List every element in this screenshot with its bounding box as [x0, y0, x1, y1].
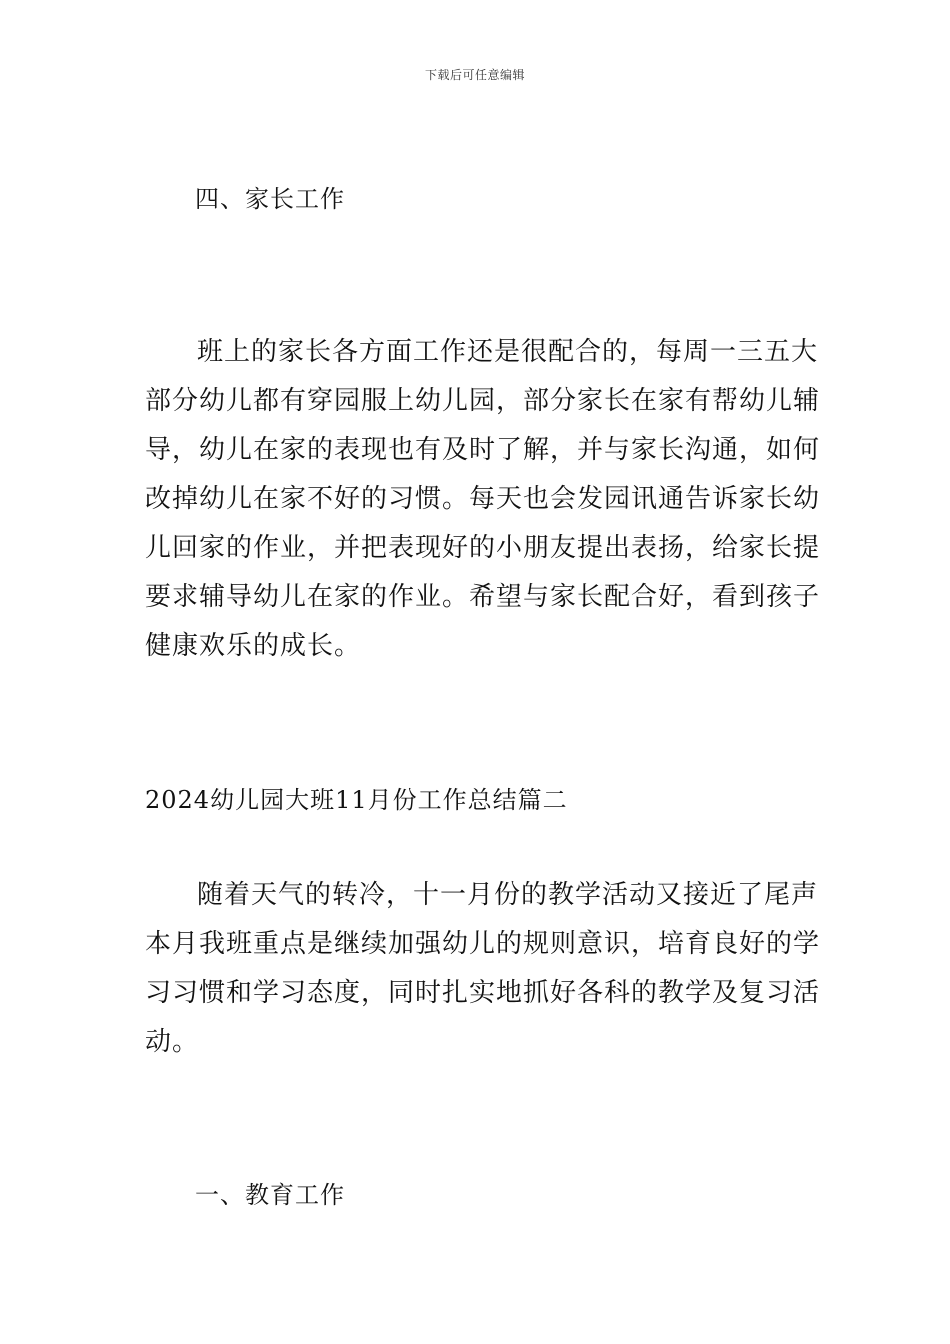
paragraph-line: 动。: [145, 1027, 200, 1057]
paragraph-line: 随着天气的转冷，十一月份的教学活动又接近了尾声: [197, 880, 819, 910]
paragraph-line: 导，幼儿在家的表现也有及时了解，并与家长沟通，如何: [145, 435, 821, 465]
section-heading-education-work: 一、教育工作: [195, 1181, 345, 1209]
paragraph-line: 本月我班重点是继续加强幼儿的规则意识，培育良好的学: [145, 929, 821, 959]
paragraph-line: 改掉幼儿在家不好的习惯。每天也会发园讯通告诉家长幼: [145, 484, 821, 514]
article-title: 2024幼儿园大班11月份工作总结篇二: [145, 786, 568, 814]
paragraph-line: 要求辅导幼儿在家的作业。希望与家长配合好，看到孩子: [145, 582, 821, 612]
page-header-note: 下载后可任意编辑: [424, 68, 525, 82]
section-heading-parents-work: 四、家长工作: [195, 185, 345, 213]
paragraph-line: 班上的家长各方面工作还是很配合的，每周一三五大: [197, 337, 819, 367]
paragraph-line: 习习惯和学习态度，同时扎实地抓好各科的教学及复习活: [145, 978, 821, 1008]
paragraph-line: 部分幼儿都有穿园服上幼儿园，部分家长在家有帮幼儿辅: [145, 386, 821, 416]
paragraph-line: 儿回家的作业，并把表现好的小朋友提出表扬，给家长提: [145, 533, 821, 563]
paragraph-line: 健康欢乐的成长。: [145, 631, 362, 661]
paragraph-intro: [145, 871, 821, 1067]
paragraph-parents-work: [145, 328, 821, 671]
